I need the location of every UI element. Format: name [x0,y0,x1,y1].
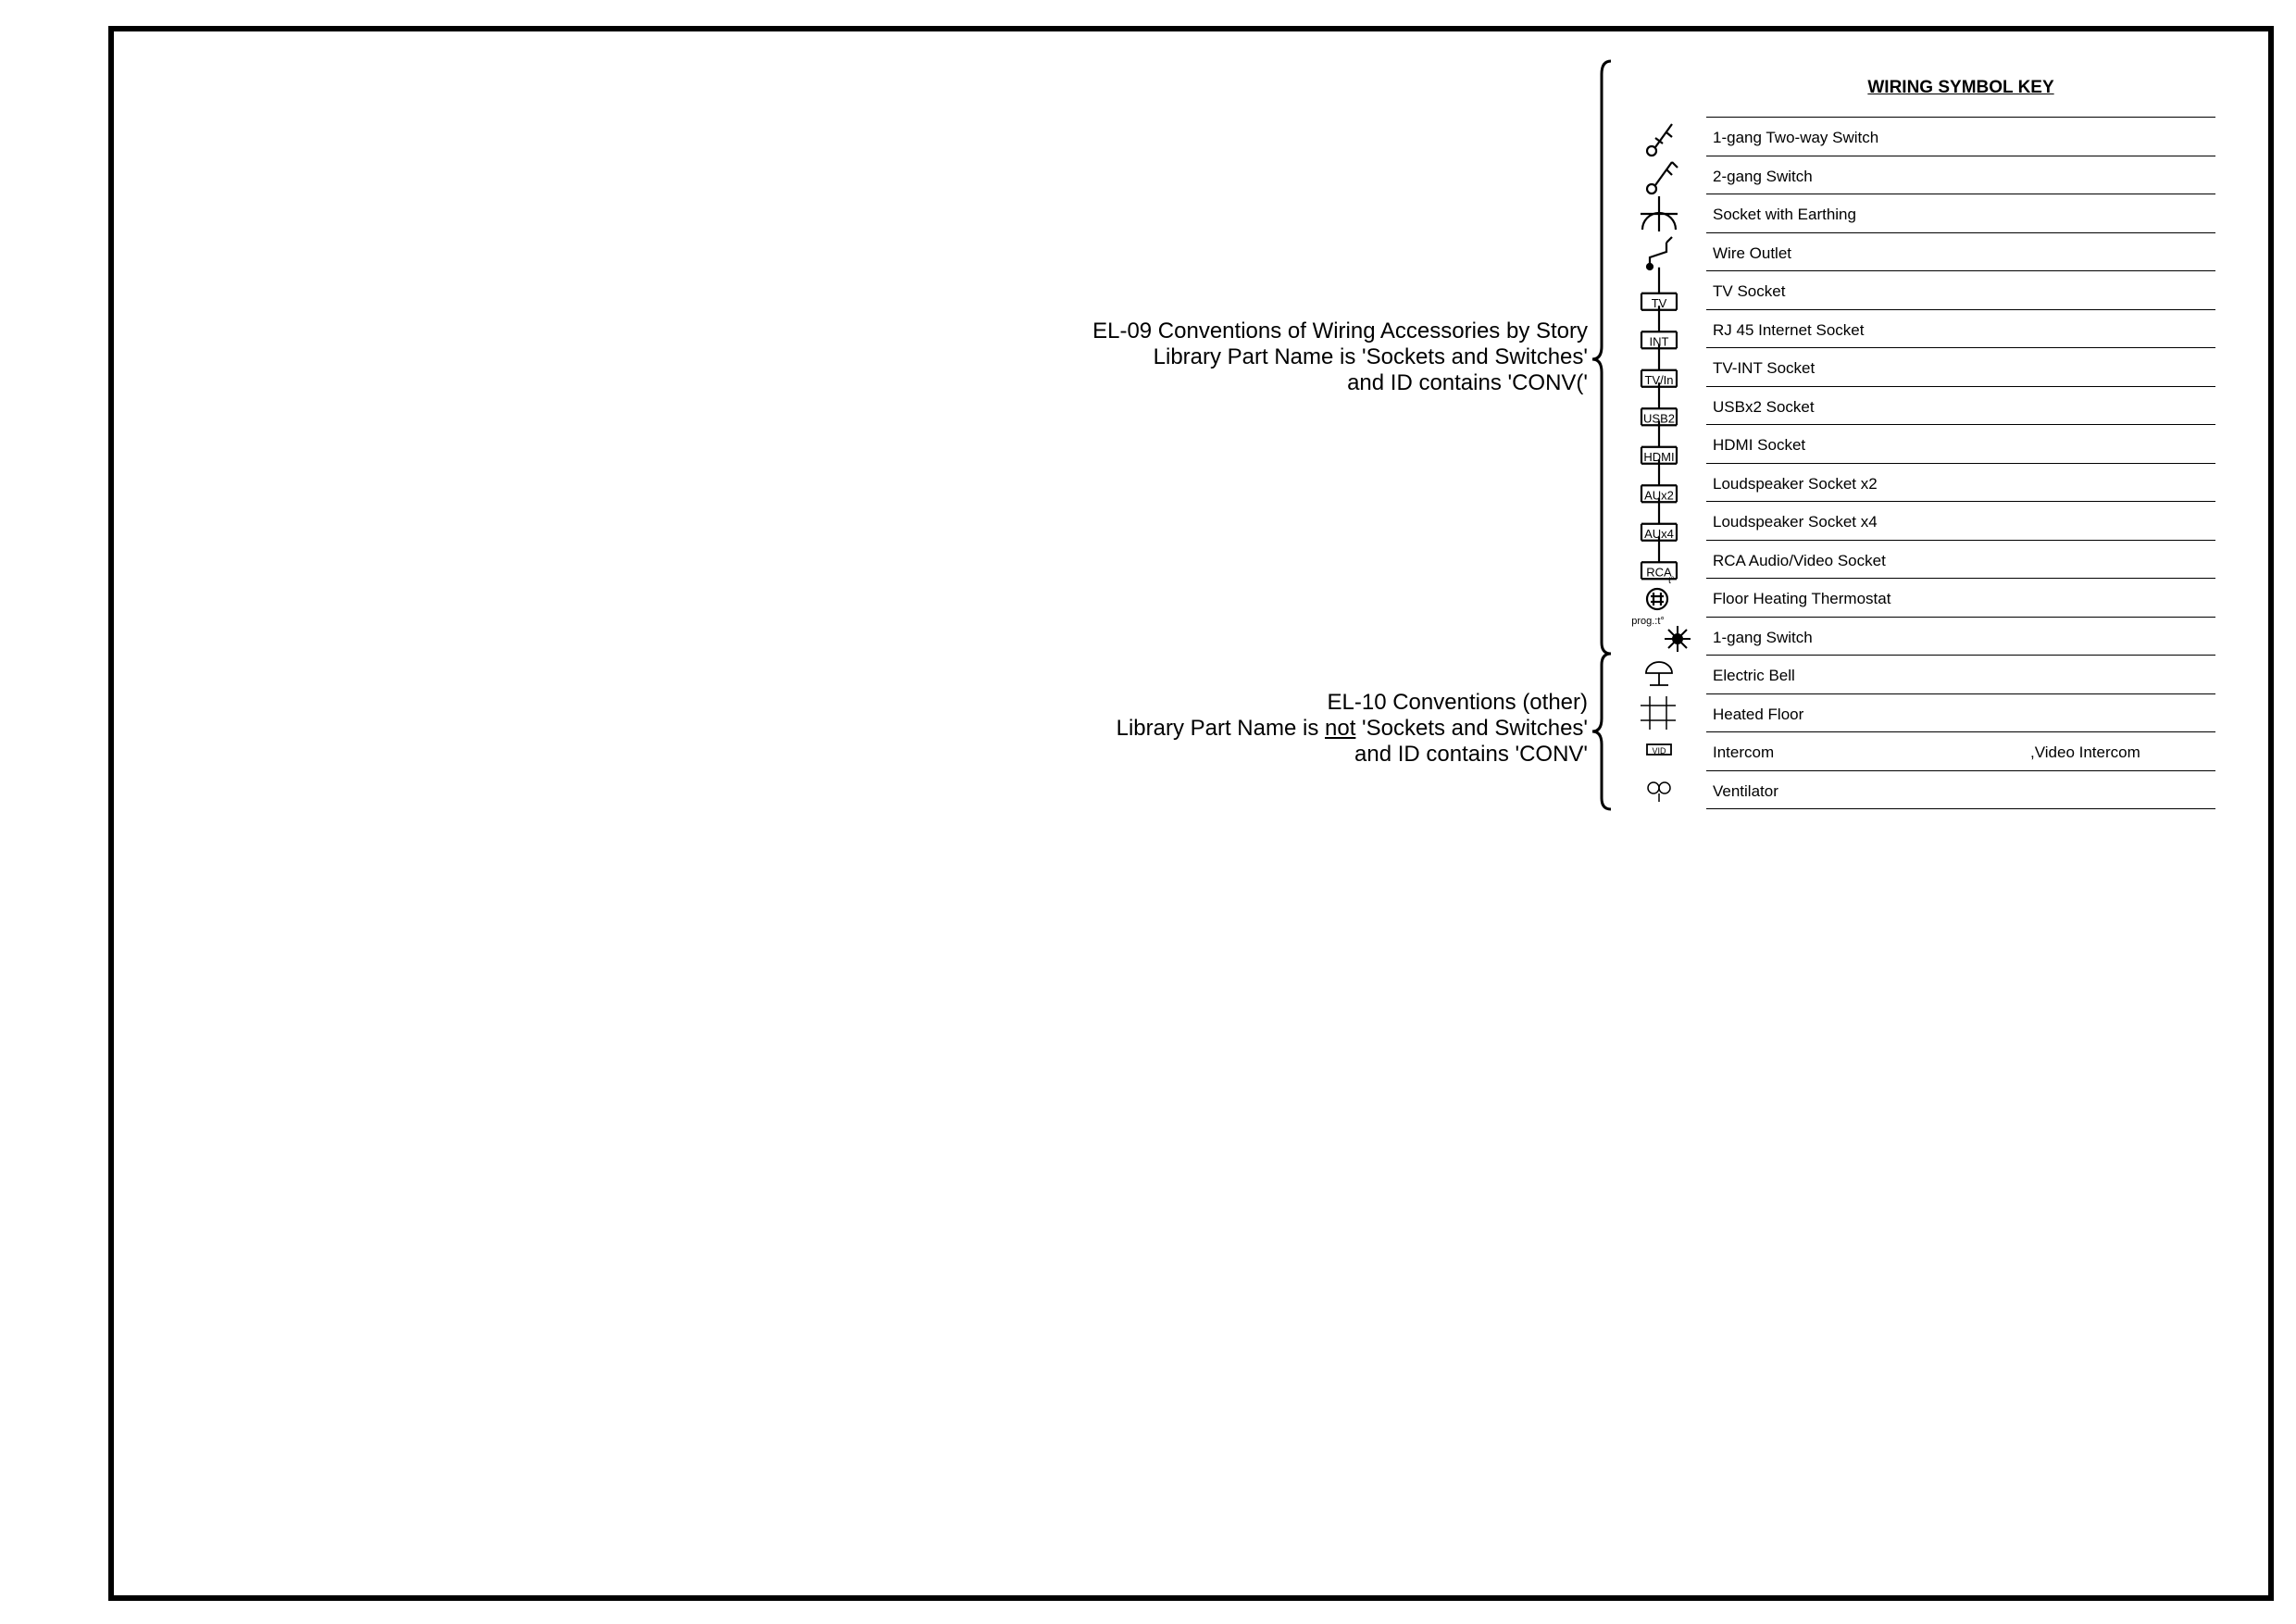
ventilator-icon [1648,782,1670,802]
heated-floor-icon [1641,696,1676,730]
symbol-tag-text: AUx2 [1644,488,1674,503]
el09-line2: Library Part Name is 'Sockets and Switches' [1153,344,1588,369]
key-row-label: RCA Audio/Video Socket [1713,551,1886,569]
symbol-tag-text: VID [1652,746,1666,756]
symbol-tag-text: prog.:t° [1631,616,1665,627]
el10-line2-emphasis: not [1325,716,1356,741]
bell-icon [1646,662,1672,685]
el10-brace-icon [1592,654,1611,809]
symbol-tag-text: AUx4 [1644,526,1674,541]
symbol-tag-text: RCA [1646,565,1672,580]
key-row-label: USBx2 Socket [1713,397,1815,416]
el10-line3: and ID contains 'CONV' [1354,742,1588,767]
key-row-label: HDMI Socket [1713,436,1806,454]
earthed-socket-icon [1641,196,1678,231]
key-row-label: 2-gang Switch [1713,167,1813,185]
el09-line1: EL-09 Conventions of Wiring Accessories by Story [1092,319,1588,344]
two-gang-switch-icon [1647,162,1678,194]
key-row-label: Wire Outlet [1713,244,1792,262]
el10-line2-prefix: Library Part Name is [1116,716,1325,741]
symbol-tag-text: INT [1649,334,1669,349]
key-row-label: Socket with Earthing [1713,206,1856,223]
el10-line2-suffix: 'Sockets and Switches' [1355,716,1588,741]
key-row-label: Heated Floor [1713,705,1804,723]
key-row-label: Ventilator [1713,781,1778,800]
key-row-label: TV-INT Socket [1713,359,1816,377]
symbol-tag-text: USB2 [1643,411,1675,426]
key-row-label: TV Socket [1713,282,1786,300]
symbol-tag-text: HDMI [1643,449,1675,464]
thermostat-icon [1647,589,1667,609]
key-row-label: RJ 45 Internet Socket [1713,320,1865,339]
key-row-label: Intercom [1713,743,1775,761]
snowflake-switch-icon [1665,626,1691,652]
symbol-tag-text: TV/In [1644,372,1674,387]
key-title: WIRING SYMBOL KEY [1867,78,2054,97]
wire-outlet-icon [1647,237,1672,269]
el09-line3: and ID contains 'CONV(' [1347,370,1588,395]
key-row-label: 1-gang Two-way Switch [1713,129,1879,146]
symbol-tag-text: TV [1651,295,1667,310]
key-row-label-secondary: ,Video Intercom [2030,743,2140,761]
key-row-label: Electric Bell [1713,667,1795,684]
key-row-label: Loudspeaker Socket x2 [1713,474,1878,493]
key-row-label: Floor Heating Thermostat [1713,590,1891,607]
key-row-label: 1-gang Switch [1713,628,1813,646]
two-way-switch-icon [1647,124,1672,156]
symbol-tag-text: t° [1668,576,1675,586]
key-row-label: Loudspeaker Socket x4 [1713,513,1878,531]
el09-brace-icon [1592,61,1611,654]
el10-line1: EL-10 Conventions (other) [1327,690,1588,715]
